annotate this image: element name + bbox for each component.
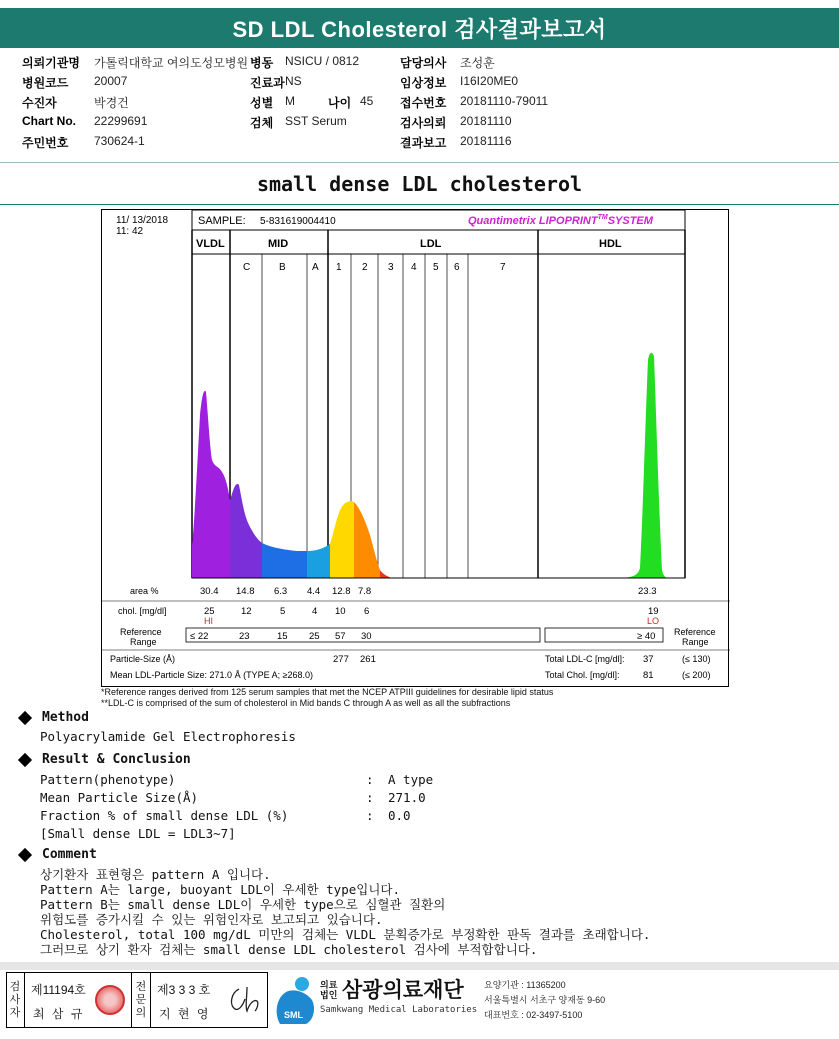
doctor-value: 조성훈: [460, 56, 495, 70]
id-label: 주민번호: [22, 136, 69, 150]
band-3: 3: [388, 262, 394, 273]
ref-2: 30: [361, 631, 372, 642]
chart-no-label: Chart No.: [22, 114, 76, 128]
doctor-label: 담당의사: [400, 56, 447, 70]
fraction-label: Fraction % of small dense LDL (%): [40, 808, 289, 823]
chart-no-value: 22299691: [94, 114, 148, 128]
code-value: 20007: [94, 74, 128, 88]
mean-ldl-size: Mean LDL-Particle Size: 271.0 Å (TYPE A; ≥268.0): [110, 670, 314, 680]
code-label: 병원코드: [22, 76, 69, 90]
size-label: Mean Particle Size(Å): [40, 790, 199, 805]
total-ldl-label: Total LDL-C [mg/dl]:: [545, 654, 625, 664]
report-title: SD LDL Cholesterol 검사결과보고서: [0, 8, 839, 48]
receipt-value: 20181110-79011: [460, 94, 549, 108]
total-chol-label: Total Chol. [mg/dl]:: [545, 670, 620, 680]
dept-label: 진료과: [250, 76, 285, 90]
fraction-colon: :: [366, 808, 374, 823]
ward-value: NSICU / 0812: [285, 54, 360, 68]
comment-line: 상기환자 표현형은 pattern A 입니다.: [40, 867, 271, 882]
ref-1: 57: [335, 631, 346, 642]
area-hdl: 23.3: [638, 586, 657, 597]
chol-b: 5: [280, 606, 286, 617]
ref-vldl: ≤ 22: [190, 631, 209, 642]
result-heading: Result & Conclusion: [42, 752, 191, 767]
patient-value: 박경건: [94, 96, 129, 110]
ldl1-peak: [330, 501, 354, 578]
comment-line: 그러므로 상기 환자 검체는 small dense LDL cholesterol 검사에 부적합합니다.: [40, 942, 538, 957]
hospital-label: 의뢰기관명: [22, 56, 80, 70]
ref-a: 25: [309, 631, 320, 642]
report-date: 11/ 13/2018: [116, 215, 169, 226]
footnote-2: **LDL-C is comprised of the sum of cholesterol in Mid bands C through A as well as all the subfractions: [101, 698, 511, 708]
method-text: Polyacrylamide Gel Electrophoresis: [40, 729, 296, 744]
clinical-value: I16I20ME0: [460, 74, 519, 88]
band-1: 1: [336, 262, 342, 273]
mid-c-peak: [230, 484, 262, 578]
organization-block: [272, 972, 832, 1028]
plot-frame: [192, 230, 685, 578]
area-label: area %: [130, 586, 159, 596]
method-section: [20, 710, 296, 744]
report-date-value: 20181116: [460, 134, 512, 148]
lipoprint-svg: [102, 210, 730, 688]
bullet-icon: [18, 710, 32, 724]
report-time: 11: 42: [116, 226, 144, 237]
chol-1: 10: [335, 606, 346, 617]
group-vldl: VLDL: [196, 238, 225, 250]
request-value: 20181110: [460, 114, 512, 128]
flag-hi: HI: [204, 616, 213, 626]
chol-label: chol. [mg/dl]: [118, 606, 167, 616]
size-colon: :: [366, 790, 374, 805]
ref-label-2: Range: [130, 637, 157, 647]
flag-lo: LO: [647, 616, 660, 626]
comment-line: 위험도를 증가시킬 수 있는 위험인자로 보고되고 있습니다.: [40, 912, 383, 927]
comment-section: [20, 847, 810, 959]
vldl-peak: [192, 391, 230, 578]
pattern-colon: :: [366, 772, 374, 787]
area-b: 6.3: [274, 586, 288, 597]
ward-label: 병동: [250, 56, 274, 70]
chol-a: 4: [312, 606, 318, 617]
chol-hdl: 19: [648, 606, 659, 617]
comment-line: Pattern B는 small dense LDL이 우세한 type으로 심혈관 질환의: [40, 897, 446, 912]
group-hdl: HDL: [599, 238, 622, 250]
method-heading: Method: [42, 710, 89, 725]
comment-heading: Comment: [42, 847, 97, 862]
footnote-1: *Reference ranges derived from 125 serum samples that met the NCEP ATPIII guidelines for desirable lipid status: [101, 687, 554, 697]
group-mid: MID: [268, 238, 289, 250]
ref-c: 23: [239, 631, 250, 642]
area-1: 12.8: [332, 586, 351, 597]
mid-b-peak: [262, 543, 307, 578]
result-section: [20, 752, 720, 847]
fraction-value: 0.0: [388, 808, 411, 823]
section-divider: [0, 204, 839, 205]
ref-b: 15: [277, 631, 288, 642]
hospital-value: 가톨릭대학교 여의도성모병원: [94, 56, 249, 70]
band-c: C: [243, 262, 251, 273]
chol-c: 12: [241, 606, 252, 617]
total-chol-value: 81: [643, 670, 654, 681]
ref-row: [190, 631, 655, 642]
particle-size-2: 261: [360, 654, 376, 665]
band-4: 4: [411, 262, 417, 273]
clinical-label: 임상정보: [400, 76, 447, 90]
area-c: 14.8: [236, 586, 255, 597]
comment-line: Pattern A는 large, buoyant LDL이 우세한 type입니다.: [40, 882, 400, 897]
specialist-no: 제3 3 3 호: [157, 983, 211, 997]
org-phone: 대표번호 : 02-3497-5100: [484, 1010, 583, 1020]
total-ldl-value: 37: [643, 654, 654, 665]
age-value: 45: [360, 94, 374, 108]
report-date-label: 결과보고: [400, 136, 447, 150]
ref-right-1: Reference: [674, 627, 716, 637]
org-name: 삼광의료재단: [342, 978, 464, 1002]
dept-value: NS: [285, 74, 302, 88]
band-7: 7: [500, 262, 506, 273]
band-a: A: [312, 262, 319, 273]
org-prefix-1: 의료: [320, 980, 338, 990]
lipoprint-report: [101, 209, 729, 687]
brand-name: Quantimetrix LIPOPRINT™SYSTEM: [468, 214, 653, 227]
chol-vldl: 25: [204, 606, 215, 617]
header-divider: [0, 162, 839, 163]
ldl2-peak: [354, 502, 380, 578]
area-vldl: 30.4: [200, 586, 219, 597]
sex-value: M: [285, 94, 295, 108]
section-title: small dense LDL cholesterol: [256, 172, 583, 196]
mid-a-peak: [307, 544, 330, 578]
specimen-value: SST Serum: [285, 114, 347, 128]
specialist-name: 지 현 영: [159, 1007, 211, 1021]
age-label: 나이: [328, 96, 352, 110]
group-ldl: LDL: [420, 238, 442, 250]
band-5: 5: [433, 262, 439, 273]
sml-logo-icon: [272, 974, 318, 1026]
comment-line: Cholesterol, total 100 mg/dL 미만의 검체는 VLDL 분획증가로 부정확한 판독 결과를 초래합니다.: [40, 927, 651, 942]
sample-id: 5-831619004410: [260, 216, 336, 227]
pattern-label: Pattern(phenotype): [40, 772, 176, 787]
sample-label: SAMPLE:: [198, 215, 246, 227]
total-ldl-ref: (≤ 130): [682, 654, 711, 664]
footnotes: [101, 687, 553, 709]
band-6: 6: [454, 262, 460, 273]
particle-size-1: 277: [333, 654, 349, 665]
patient-label: 수진자: [22, 96, 57, 110]
size-value: 271.0: [388, 790, 426, 805]
ldl3-peak: [380, 570, 392, 578]
org-address: 서울특별시 서초구 양재동 9-60: [484, 995, 606, 1005]
band-2: 2: [362, 262, 368, 273]
examiner-name: 최 삼 규: [33, 1007, 85, 1021]
bullet-icon: [18, 847, 32, 861]
sd-ldl-definition: [Small dense LDL = LDL3~7]: [40, 826, 236, 841]
request-label: 검사의뢰: [400, 116, 447, 130]
id-value: 730624-1: [94, 134, 145, 148]
ref-right-2: Range: [682, 637, 709, 647]
org-prefix-2: 법인: [320, 990, 338, 1000]
total-chol-ref: (≤ 200): [682, 670, 711, 680]
examiner-vertical: 검사자: [9, 981, 21, 1019]
org-english: Samkwang Medical Laboratories: [320, 1005, 478, 1015]
ref-hdl: ≥ 40: [637, 631, 656, 642]
hdl-peak: [622, 353, 668, 578]
band-labels: [243, 262, 506, 273]
bullet-icon: [18, 752, 32, 766]
footer-divider: [0, 962, 839, 970]
band-b: B: [279, 262, 286, 273]
signature-box: [6, 972, 268, 1028]
chol-2: 6: [364, 606, 370, 617]
pattern-value: A type: [388, 772, 434, 787]
sex-label: 성별: [250, 96, 274, 110]
chol-row: [204, 606, 659, 617]
specialist-vertical: 전문의: [135, 981, 147, 1019]
receipt-label: 접수번호: [400, 96, 447, 110]
area-a: 4.4: [307, 586, 321, 597]
ref-label-1: Reference: [120, 627, 162, 637]
specimen-label: 검체: [250, 116, 274, 130]
examiner-no: 제11194호: [31, 983, 86, 997]
area-row: [200, 586, 657, 597]
org-registration: 요양기관 : 11365200: [484, 980, 566, 990]
signature-icon: [225, 983, 263, 1017]
particle-size-label: Particle-Size (Å): [110, 654, 176, 664]
area-2: 7.8: [358, 586, 372, 597]
seal-icon: [95, 985, 125, 1015]
sml-text: SML: [284, 1010, 303, 1020]
